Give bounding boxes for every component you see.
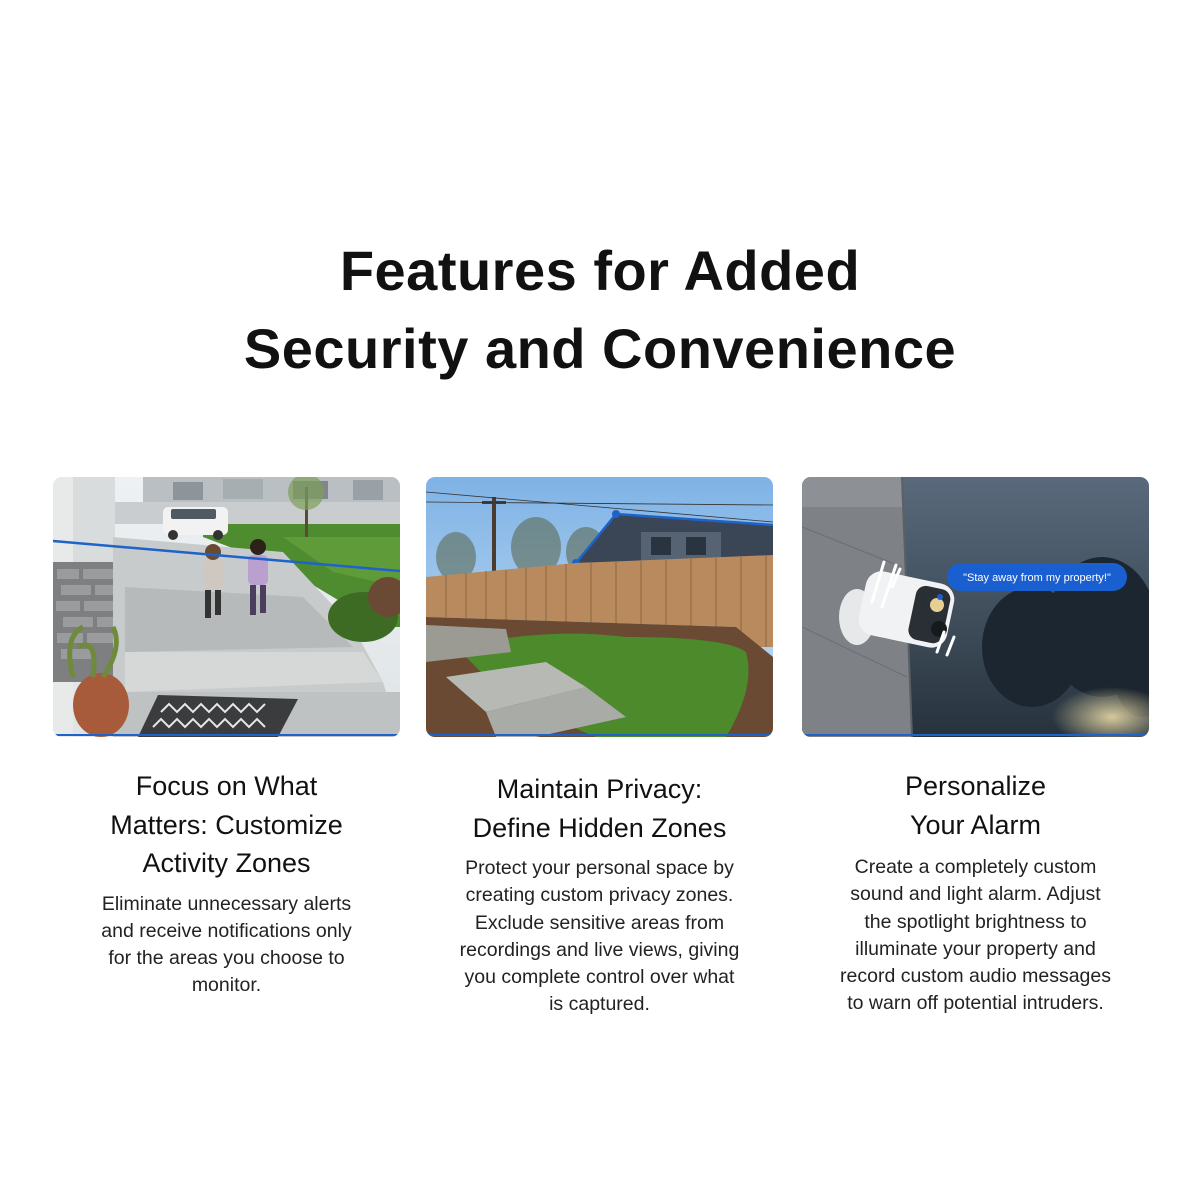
desc-line: record custom audio messages	[840, 965, 1111, 988]
desc-line: is captured.	[549, 993, 650, 1016]
heading-line: Your Alarm	[909, 809, 1042, 840]
heading-line: Personalize	[904, 771, 1047, 801]
porch-scene-illustration	[53, 477, 400, 737]
privacy-zones-heading	[426, 770, 773, 847]
desc-line: Exclude sensitive areas from	[474, 911, 725, 934]
desc-line: for the areas you choose to	[108, 947, 345, 970]
page-title-line-1: Features for Added	[339, 239, 861, 302]
desc-line: Eliminate unnecessary alerts	[101, 892, 352, 915]
desc-line: you complete control over what	[464, 966, 735, 989]
alarm-description	[802, 854, 1149, 1018]
page-title	[0, 232, 1200, 388]
desc-line: sound and light alarm. Adjust	[850, 883, 1101, 906]
activity-zones-description	[53, 891, 400, 1000]
heading-line: Focus on What	[135, 771, 318, 801]
heading-line: Define Hidden Zones	[472, 812, 727, 843]
heading-line: Maintain Privacy:	[496, 774, 703, 804]
heading-line: Matters: Customize	[110, 809, 343, 840]
feature-card-privacy-zones	[426, 477, 773, 1019]
camera-night-illustration	[802, 477, 1149, 737]
activity-zones-heading	[53, 767, 400, 883]
backyard-scene-illustration	[426, 477, 773, 737]
speech-bubble-text: "Stay away from my property!"	[963, 572, 1111, 584]
alarm-heading	[802, 767, 1149, 844]
desc-line: creating custom privacy zones.	[465, 884, 734, 907]
desc-line: monitor.	[191, 974, 262, 997]
feature-card-alarm	[802, 477, 1149, 1018]
privacy-zones-photo	[426, 477, 773, 737]
desc-line: illuminate your property and	[855, 937, 1096, 960]
privacy-zones-description	[426, 855, 773, 1019]
desc-line: and receive notifications only	[101, 919, 352, 942]
desc-line: the spotlight brightness to	[864, 910, 1087, 933]
activity-zones-photo	[53, 477, 400, 737]
feature-card-activity-zones	[53, 477, 400, 1000]
desc-line: Protect your personal space by	[465, 857, 734, 879]
desc-line: Create a completely custom	[854, 856, 1097, 878]
heading-line: Activity Zones	[142, 848, 311, 878]
desc-line: to warn off potential intruders.	[847, 992, 1104, 1015]
page-title-line-2: Security and Convenience	[243, 317, 957, 380]
desc-line: recordings and live views, giving	[459, 938, 740, 961]
alarm-photo	[802, 477, 1149, 737]
